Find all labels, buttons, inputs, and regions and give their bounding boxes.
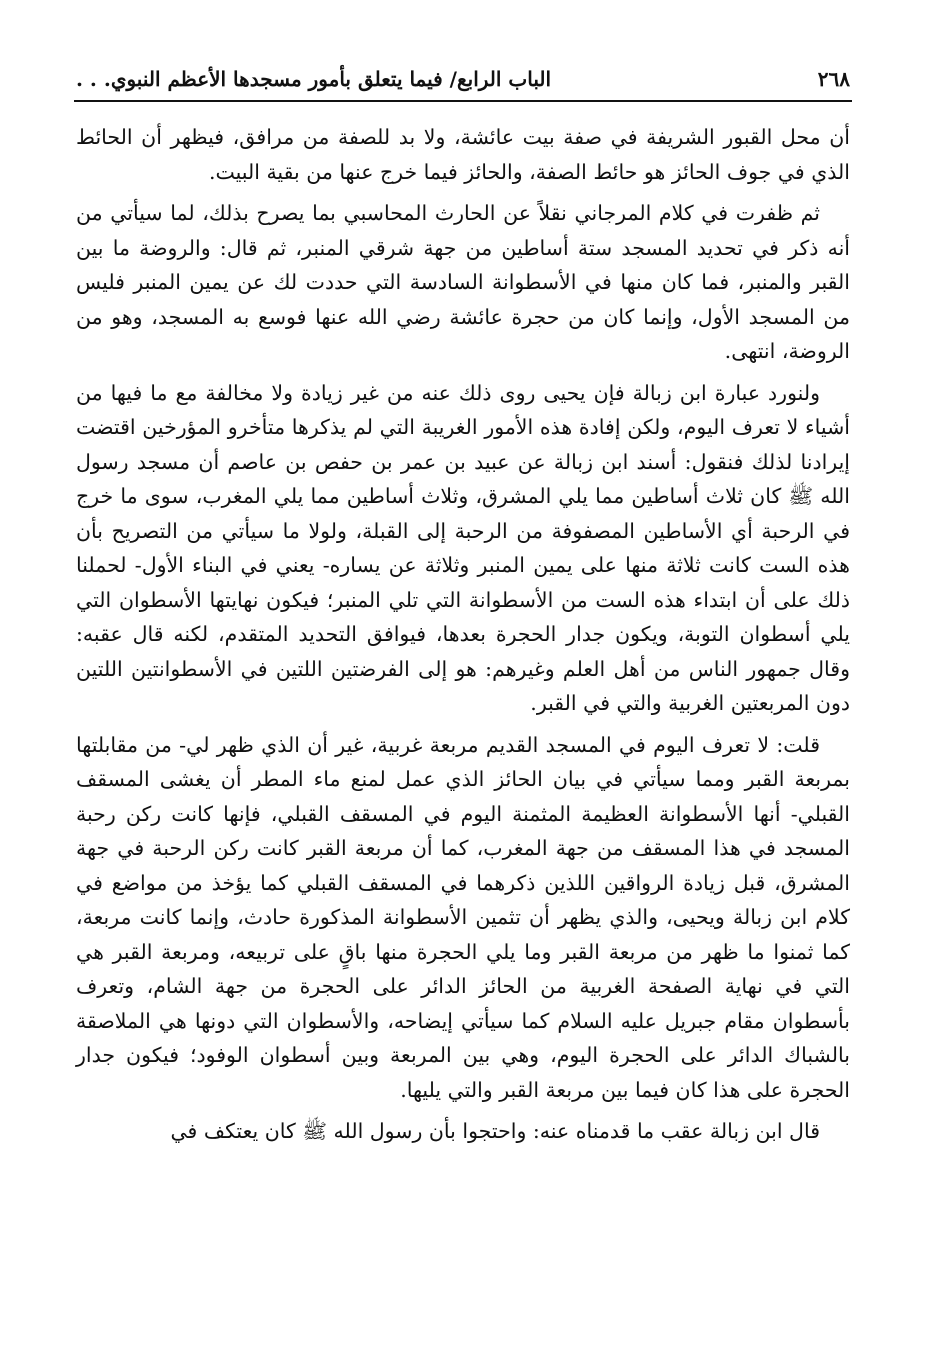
paragraph: قلت: لا تعرف اليوم في المسجد القديم مربعة غربية، غير أن الذي ظهر لي- من مقابلتها بمربعة القبر ومما سيأتي في بيان الحائز الذي عمل لمنع ماء المطر أن يغشى المسقف القبلي- أنها الأسطوانة العظيمة المثمنة اليوم في المسقف القبلي، فإنها كانت ركن رحبة المسجد في هذا المسقف من جهة المغرب، كما أن مربعة القبر كانت ركن الرحبة في جهة المشرق، قبل زيادة الرواقين اللذين ذكرهما في المسقف القبلي كما يؤخذ من مواضع في كلام ابن زبالة ويحيى، والذي يظهر أن تثمين الأسطوانة المذكورة حادث، وإنما كانت مربعة، كما ثمنوا ما ظهر من مربعة القبر وما يلي الحجرة منها باقٍ على تربيعه، ومربعة القبر هي التي في نهاية الصفحة الغربية من الحائز الدائر على الحجرة من جهة الشام، وتعرف بأسطوان مقام جبريل عليه السلام كما سيأتي إيضاحه، والأسطوان التي دونها هي الملاصقة بالشباك الدائر على الحجرة اليوم، وهي بين المربعة وبين أسطوان الوفود؛ فيكون جدار الحجرة على هذا كان فيما بين مربعة القبر والتي يليها. — [76, 732, 850, 1102]
running-title: الباب الرابع/ فيما يتعلق بأمور مسجدها الأعظم النبوي. . . — [76, 67, 552, 91]
page-body — [76, 120, 850, 1156]
paragraph: قال ابن زبالة عقب ما قدمناه عنه: واحتجوا بأن رسول الله ﷺ كان يعتكف في — [170, 1119, 820, 1143]
paragraph: ثم ظفرت في كلام المرجاني نقلاً عن الحارث المحاسبي بما يصرح بذلك، لما سيأتي من أنه ذكر في تحديد المسجد ستة أساطين من جهة شرقي المنبر، ثم قال: والروضة ما بين القبر والمنبر، فما كان منها في الأسطوانة السادسة التي حددت لك عن يمين المنبر فليس من المسجد الأول، وإنما كان من حجرة عائشة رضي الله عنها فوسع به المسجد، وهو من الروضة، انتهى. — [76, 201, 850, 363]
page-header — [76, 56, 850, 96]
paragraph: ولنورد عبارة ابن زبالة فإن يحيى روى ذلك عنه من غير زيادة ولا مخالفة مع ما فيها من أشياء لا تعرف اليوم، ولكن إفادة هذه الأمور الغريبة التي لم يذكرها متأخرو المؤرخين اقتضت إيرادنا لذلك فنقول: أسند ابن زبالة عن عبيد بن عمر بن حفص بن عاصم أن مسجد رسول الله ﷺ كان ثلاث أساطين مما يلي المشرق، وثلاث أساطين مما يلي المغرب، سوى ما خرج في الرحبة أي الأساطين المصفوفة من الرحبة إلى القبلة، ولولا ما سيأتي من التصريح بأن هذه الست كانت ثلاثة منها على يمين المنبر وثلاثة عن يساره- يعني في البناء الأول- لحملنا ذلك على أن ابتداء هذه الست من الأسطوانة التي تلي المنبر؛ فيكون نهايتها الأسطوان التي يلي أسطوان التوبة، ويكون جدار الحجرة بعدها، فيوافق التحديد المتقدم، لكنه قال عقبه: وقال جمهور الناس من أهل العلم وغيرهم: هو إلى الفرضتين اللتين في الأسطوانتين اللتين دون المربعتين الغربية والتي في القبر. — [76, 380, 850, 715]
paragraph: أن محل القبور الشريفة في صفة بيت عائشة، ولا بد للصفة من مرافق، فيظهر أن الحائط الذي في جوف الحائز هو حائط الصفة، والحائز فيما خرج عنها من بقية البيت. — [76, 125, 850, 184]
header-divider — [74, 100, 852, 102]
page-number: ٢٦٨ — [817, 67, 850, 91]
